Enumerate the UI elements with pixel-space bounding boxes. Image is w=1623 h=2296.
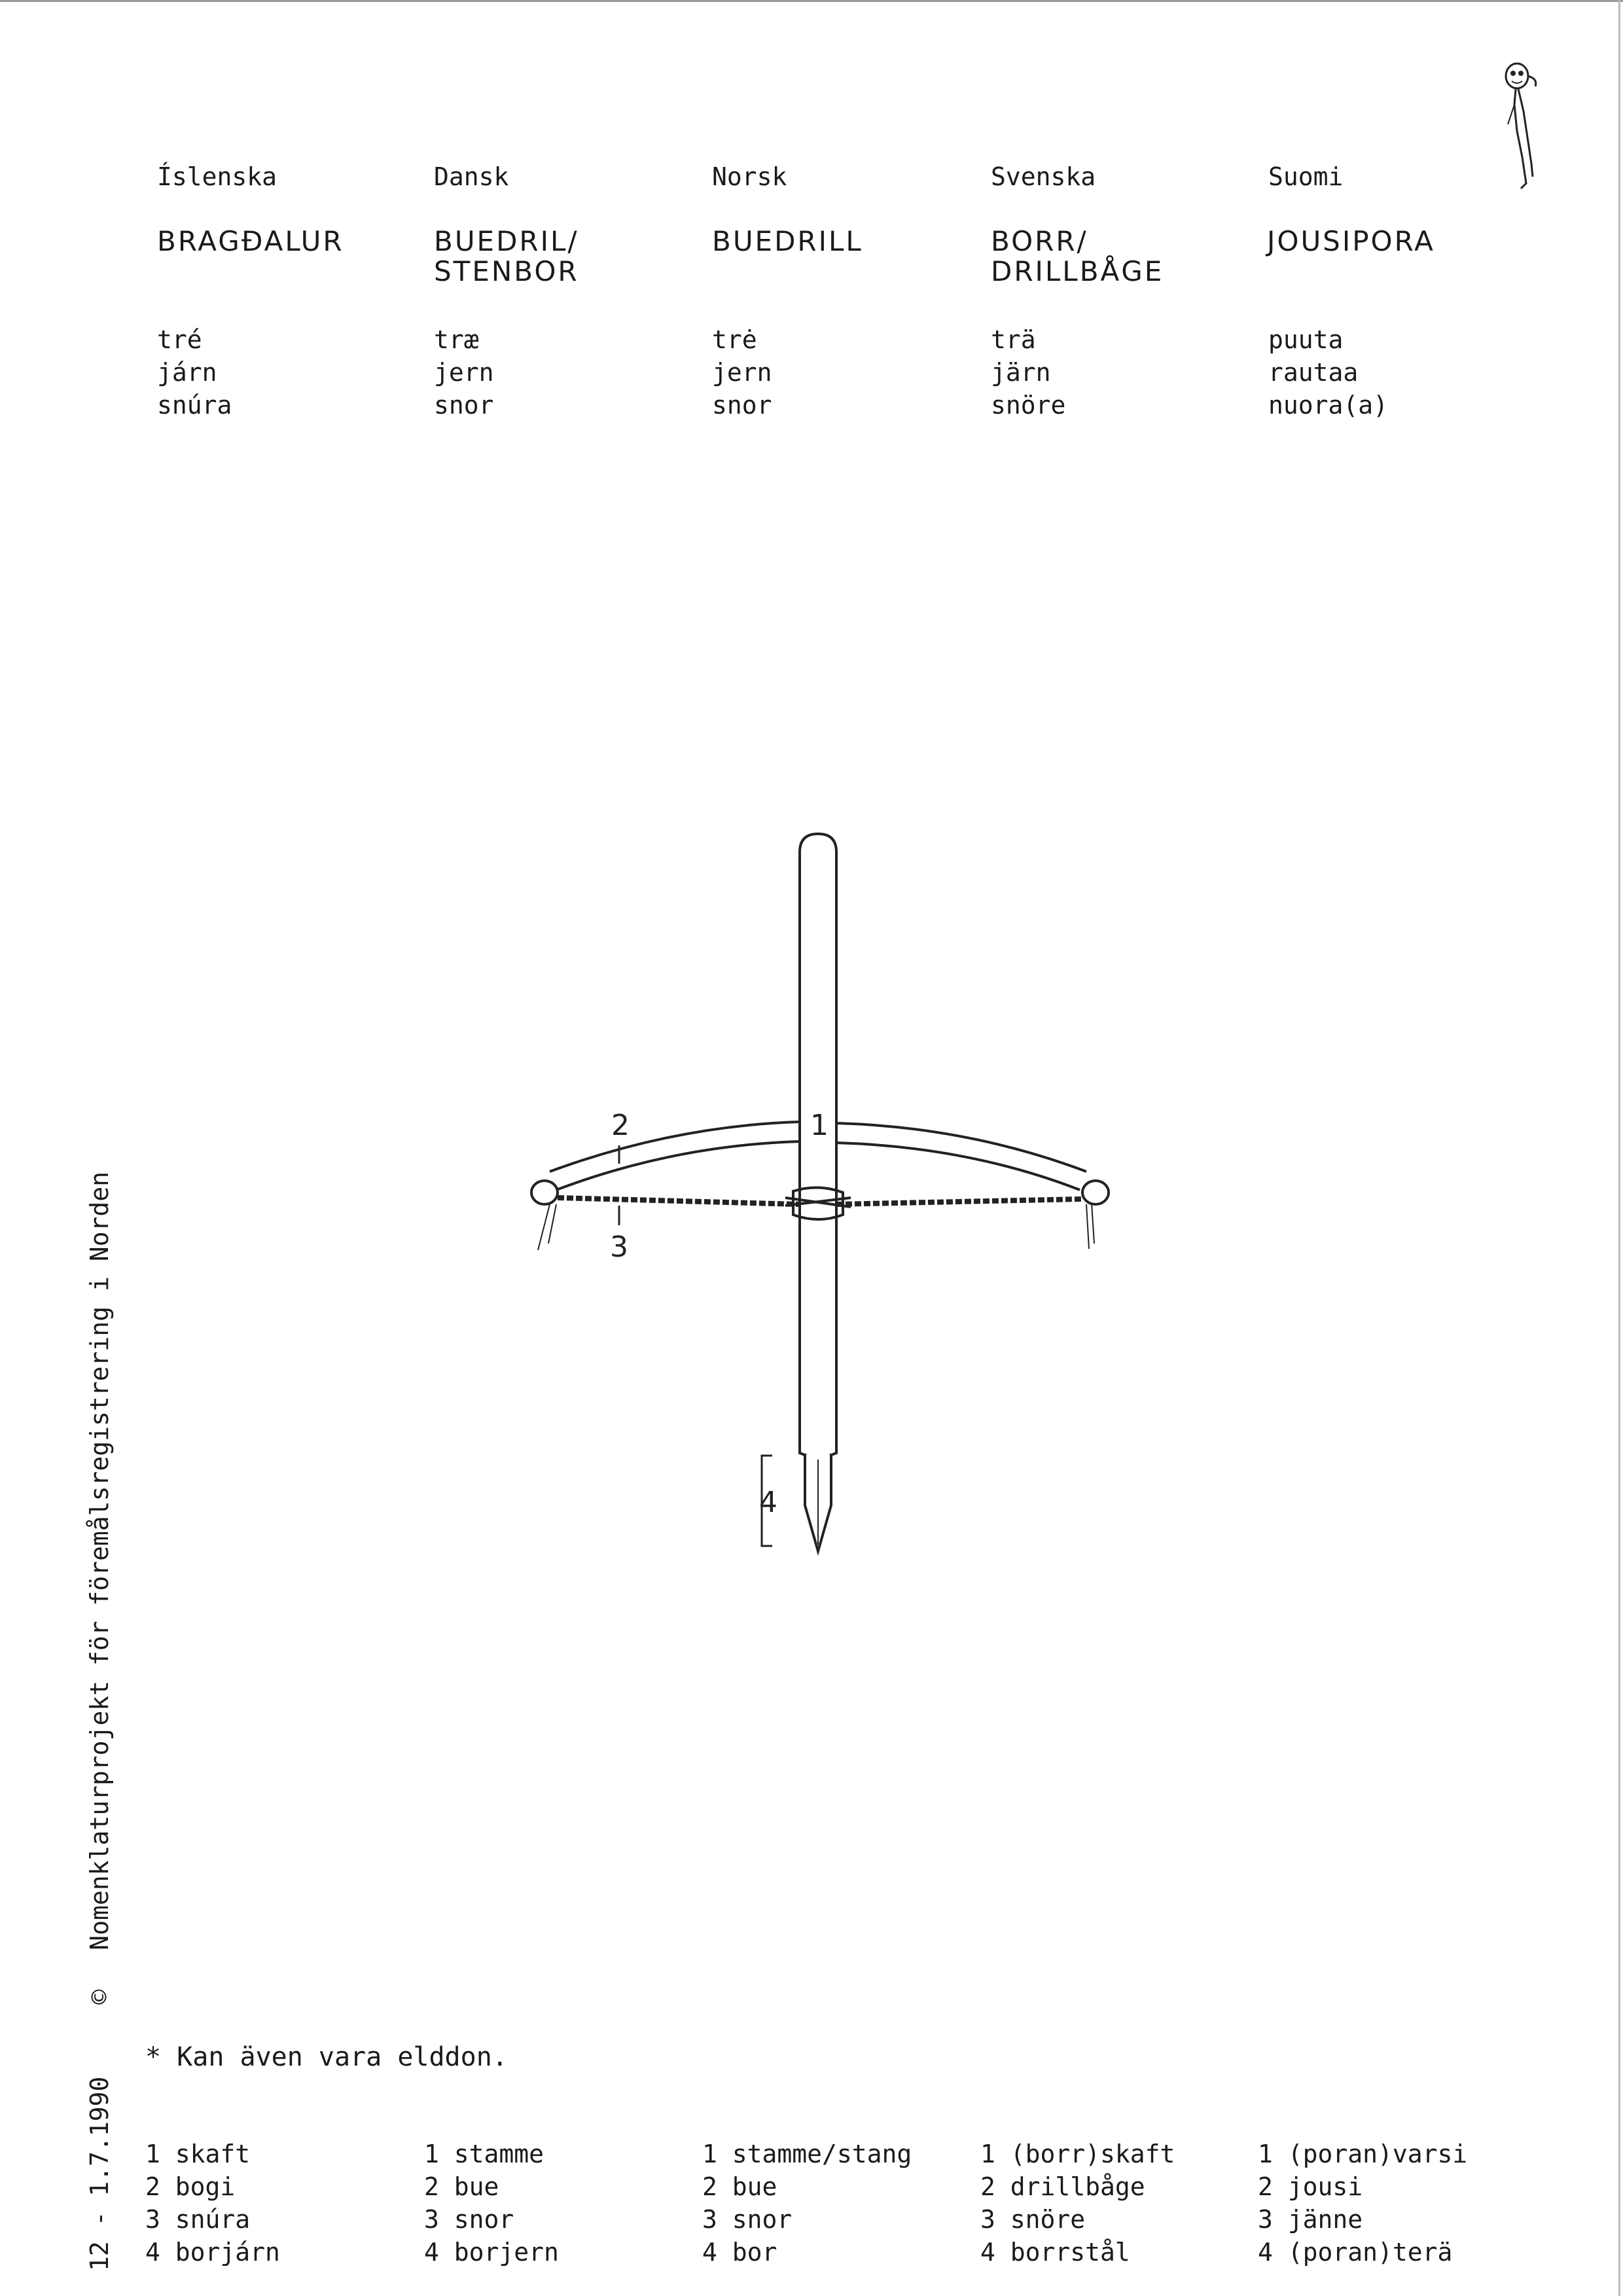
term-heading: BUEDRIL/ STENBOR xyxy=(434,225,579,287)
part-item: 4 borjern xyxy=(424,2238,559,2267)
figure-label-1: 1 xyxy=(810,1109,829,1142)
part-item: 4 bor xyxy=(702,2238,777,2267)
material-item: trė xyxy=(712,325,757,354)
material-item: jern xyxy=(434,358,494,387)
part-item: 1 (poran)varsi xyxy=(1258,2140,1468,2168)
drill-shaft-lower xyxy=(800,1204,836,1457)
part-item: 3 snor xyxy=(702,2205,793,2234)
copyright-mark: © xyxy=(85,1989,114,2005)
part-item: 1 stamme/stang xyxy=(702,2140,912,2168)
materials-list xyxy=(434,323,494,422)
page-code: 12 - 1.7.1990 xyxy=(85,2076,114,2271)
term-heading: JOUSIPORA xyxy=(1267,225,1435,257)
part-item: 3 snor xyxy=(424,2205,514,2234)
term-heading: BUEDRILL xyxy=(712,225,863,257)
part-item: 4 (poran)terä xyxy=(1258,2238,1453,2267)
part-item: 1 (borr)skaft xyxy=(980,2140,1175,2168)
material-item: járn xyxy=(157,358,217,387)
bow-drill-illustration xyxy=(510,825,1139,1571)
part-item: 2 drillbåge xyxy=(980,2172,1145,2201)
page-top-edge xyxy=(0,0,1623,2)
bow-left-upper xyxy=(550,1122,800,1172)
material-item: snor xyxy=(434,391,494,420)
part-item: 2 bue xyxy=(702,2172,777,2201)
page-right-edge xyxy=(1618,0,1620,2296)
part-item: 3 snöre xyxy=(980,2205,1086,2234)
parts-list-svenska xyxy=(980,2138,1175,2269)
material-item: tré xyxy=(157,325,202,354)
footnote: * Kan även vara elddon. xyxy=(145,2042,508,2072)
material-item: træ xyxy=(434,325,479,354)
language-label: Íslenska xyxy=(157,162,277,191)
part-item: 2 jousi xyxy=(1258,2172,1363,2201)
material-item: snor xyxy=(712,391,772,420)
part-item: 4 borjárn xyxy=(145,2238,280,2267)
parts-list-norsk xyxy=(702,2138,912,2269)
materials-list xyxy=(991,323,1065,422)
material-item: snöre xyxy=(991,391,1066,420)
part-item: 1 stamme xyxy=(424,2140,544,2168)
parts-list-islenska xyxy=(145,2138,280,2269)
figure-label-2: 2 xyxy=(611,1109,630,1142)
part-item: 3 jänne xyxy=(1258,2205,1363,2234)
language-label: Dansk xyxy=(434,162,509,191)
material-item: snúra xyxy=(157,391,232,420)
figure-label-4: 4 xyxy=(759,1486,777,1519)
bow-right-lower xyxy=(836,1143,1080,1190)
parts-list-suomi xyxy=(1258,2138,1467,2269)
parts-list-dansk xyxy=(424,2138,559,2269)
part-item: 2 bue xyxy=(424,2172,499,2201)
language-label: Svenska xyxy=(991,162,1096,191)
language-label: Norsk xyxy=(712,162,787,191)
material-item: järn xyxy=(991,358,1051,387)
side-caption xyxy=(85,1172,114,2271)
part-item: 4 borrstål xyxy=(980,2238,1130,2267)
language-label: Suomi xyxy=(1268,162,1344,191)
part-item: 1 skaft xyxy=(145,2140,251,2168)
bow-left-lower xyxy=(556,1141,800,1190)
part-item: 3 snúra xyxy=(145,2205,251,2234)
material-item: rautaa xyxy=(1268,358,1359,387)
drill-shaft xyxy=(800,834,836,1204)
material-item: trä xyxy=(991,325,1036,354)
materials-list xyxy=(712,323,772,422)
material-item: nuora(a) xyxy=(1268,391,1389,420)
figure-label-3: 3 xyxy=(610,1230,628,1264)
material-item: puuta xyxy=(1268,325,1344,354)
materials-list xyxy=(1268,323,1388,422)
material-item: jern xyxy=(712,358,772,387)
materials-list xyxy=(157,323,232,422)
project-name: Nomenklaturprojekt för föremålsregistrering i Norden xyxy=(85,1172,114,1950)
term-heading: BRAGÐALUR xyxy=(157,225,344,257)
term-heading: BORR/ DRILLBÅGE xyxy=(991,225,1164,287)
figurine-logo-icon xyxy=(1486,59,1551,196)
part-item: 2 bogi xyxy=(145,2172,236,2201)
bow-right-upper xyxy=(836,1123,1086,1172)
